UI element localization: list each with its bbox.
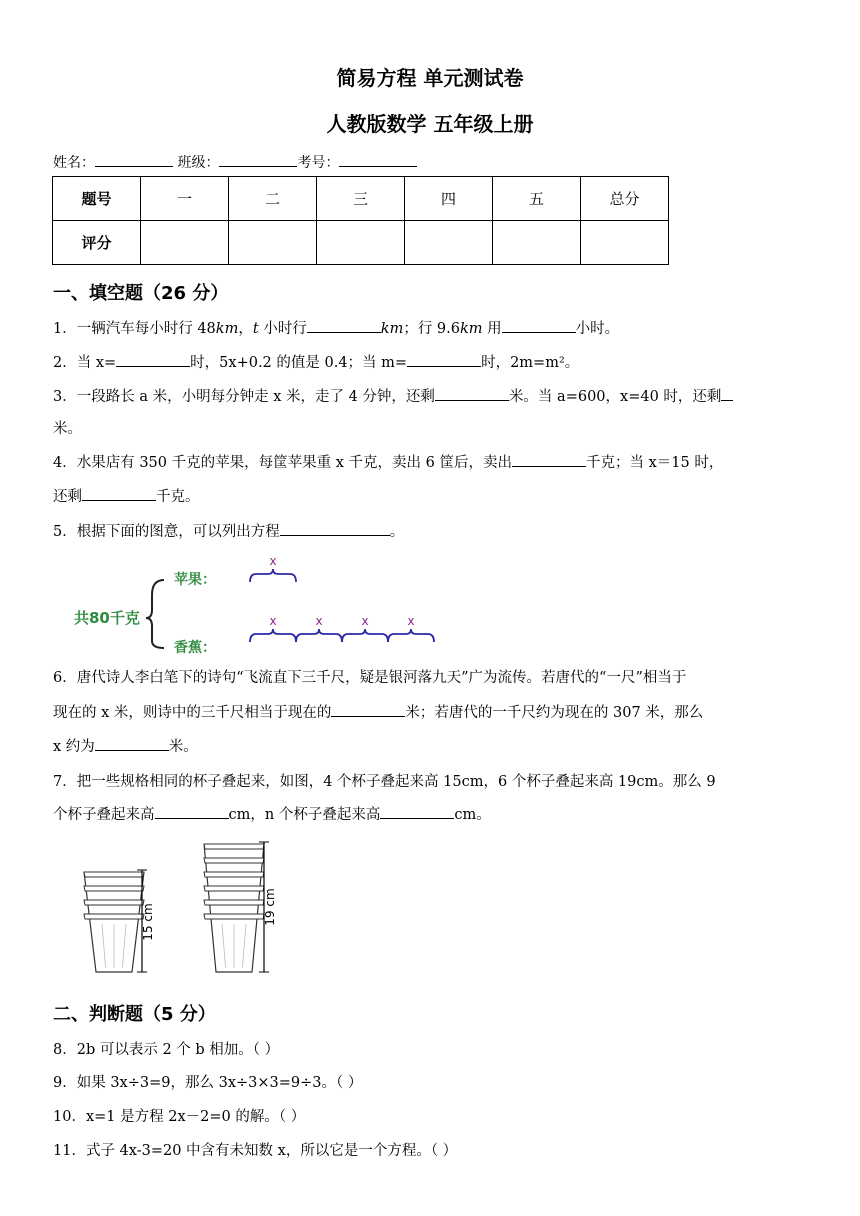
question-5: 5．根据下面的图意，可以列出方程 。 (53, 515, 813, 549)
banana-braces (250, 614, 434, 642)
question-3: 3．一段路长 a 米，小明每分钟走 x 米，走了 4 分钟，还剩 米。当 a=600，x=40 时，还剩 (53, 380, 813, 414)
score-cell: 四 (405, 177, 493, 221)
brace-icon (388, 629, 434, 642)
question-7: 7．把一些规格相同的杯子叠起来，如图，4 个杯子叠起来高 15cm，6 个杯子叠起来高 19cm。那么 9 (53, 774, 716, 790)
number-label: 考号： (297, 155, 340, 171)
score-cell: 评分 (53, 221, 141, 265)
cup-rim (204, 900, 264, 905)
apple-brace (250, 554, 296, 582)
question-11: 11．式子 4x-3=20 中含有未知数 x，所以它是一个方程。（ ） (53, 1143, 458, 1159)
answer-blank[interactable] (380, 802, 454, 819)
cup-shading (242, 924, 246, 968)
name-label: 姓名： (53, 155, 95, 171)
question-6: 6．唐代诗人李白笔下的诗句“飞流直下三千尺，疑是银河落九天”广为流传。若唐代的“一尺”相当于 (53, 670, 687, 686)
cup-rim (204, 914, 264, 919)
cup-stack-4 (84, 872, 144, 972)
total-label: 共80千克 (74, 609, 140, 627)
question-6-line3: x 约为 米。 (53, 730, 813, 764)
question-3-cont: 米。 (53, 421, 82, 437)
answer-blank[interactable] (331, 700, 405, 717)
cup-rim (84, 914, 144, 919)
score-table-header-row (53, 177, 669, 221)
question-1: 1．一辆汽车每小时行 48km，t 小时行 km；行 9.6km 用 小时。 (53, 312, 813, 346)
question-6-line2: 现在的 x 米，则诗中的三千尺相当于现在的 米；若唐代的一千尺约为现在的 307 米，那么 (53, 696, 813, 730)
section-2-title: 二、判断题（5 分） (53, 1004, 216, 1025)
variable-label: x (269, 554, 277, 568)
answer-blank[interactable] (82, 484, 156, 501)
answer-blank[interactable] (512, 450, 586, 467)
score-cell: 二 (229, 177, 317, 221)
variable-label: x (269, 614, 277, 628)
answer-blank[interactable] (95, 734, 169, 751)
score-input-cell[interactable] (405, 221, 493, 265)
answer-blank[interactable] (155, 802, 229, 819)
score-cell: 题号 (53, 177, 141, 221)
cup-shading (122, 924, 126, 968)
cup-rim (204, 858, 264, 863)
question-9: 9．如果 3x÷3=9，那么 3x÷3×3=9÷3。（ ） (53, 1075, 363, 1091)
answer-blank[interactable] (435, 384, 509, 401)
score-table-score-row (53, 221, 669, 265)
cup-shading (102, 924, 106, 968)
height-label-15: 15 cm (141, 903, 155, 941)
score-input-cell[interactable] (581, 221, 669, 265)
name-field[interactable] (95, 150, 173, 167)
question-8: 8．2b 可以表示 2 个 b 相加。（ ） (53, 1042, 280, 1058)
question-4: 4．水果店有 350 千克的苹果，每筐苹果重 x 千克，卖出 6 筐后，卖出 千克；当 x＝15 时， (53, 446, 813, 480)
bracket-icon (146, 580, 164, 648)
section-1-title: 一、填空题（26 分） (53, 283, 229, 304)
page-subtitle: 人教版数学 五年级上册 (326, 112, 534, 136)
answer-blank[interactable] (721, 384, 733, 401)
brace-icon (296, 629, 342, 642)
cup-rim (204, 844, 264, 849)
answer-blank[interactable] (307, 316, 381, 333)
brace-icon (250, 569, 296, 582)
cup-rim (84, 886, 144, 891)
brace-icon (342, 629, 388, 642)
question-2: 2．当 x= 时，5x+0.2 的值是 0.4；当 m= 时，2m=m²。 (53, 346, 813, 380)
cup-rim (204, 886, 264, 891)
apple-label: 苹果： (174, 572, 216, 588)
cup-rim (204, 872, 264, 877)
answer-blank[interactable] (407, 350, 481, 367)
score-input-cell[interactable] (229, 221, 317, 265)
variable-label: x (407, 614, 415, 628)
variable-label: x (361, 614, 369, 628)
variable-label: x (315, 614, 323, 628)
answer-blank[interactable] (502, 316, 576, 333)
q5-diagram (70, 548, 450, 658)
score-input-cell[interactable] (141, 221, 229, 265)
score-cell: 总分 (581, 177, 669, 221)
score-cell: 一 (141, 177, 229, 221)
cup-stack-6 (204, 844, 264, 972)
score-input-cell[interactable] (317, 221, 405, 265)
question-4-cont: 还剩 千克。 (53, 480, 813, 514)
height-label-19: 19 cm (263, 888, 277, 926)
cup-shading (222, 924, 226, 968)
banana-label: 香蕉： (174, 640, 216, 656)
score-table (52, 176, 669, 265)
q7-cups-diagram (80, 836, 290, 978)
student-info (53, 150, 417, 172)
question-7-line2: 个杯子叠起来高 cm，n 个杯子叠起来高 cm。 (53, 798, 813, 832)
score-cell: 三 (317, 177, 405, 221)
class-field[interactable] (219, 150, 297, 167)
answer-blank[interactable] (280, 519, 390, 536)
score-input-cell[interactable] (493, 221, 581, 265)
brace-icon (250, 629, 296, 642)
cup-rim (84, 900, 144, 905)
class-label: 班级： (177, 155, 220, 171)
score-cell: 五 (493, 177, 581, 221)
cup-rim (84, 872, 144, 877)
number-field[interactable] (339, 150, 417, 167)
answer-blank[interactable] (116, 350, 190, 367)
question-10: 10．x=1 是方程 2x－2=0 的解。（ ） (53, 1109, 306, 1125)
page-title: 简易方程 单元测试卷 (336, 66, 524, 90)
